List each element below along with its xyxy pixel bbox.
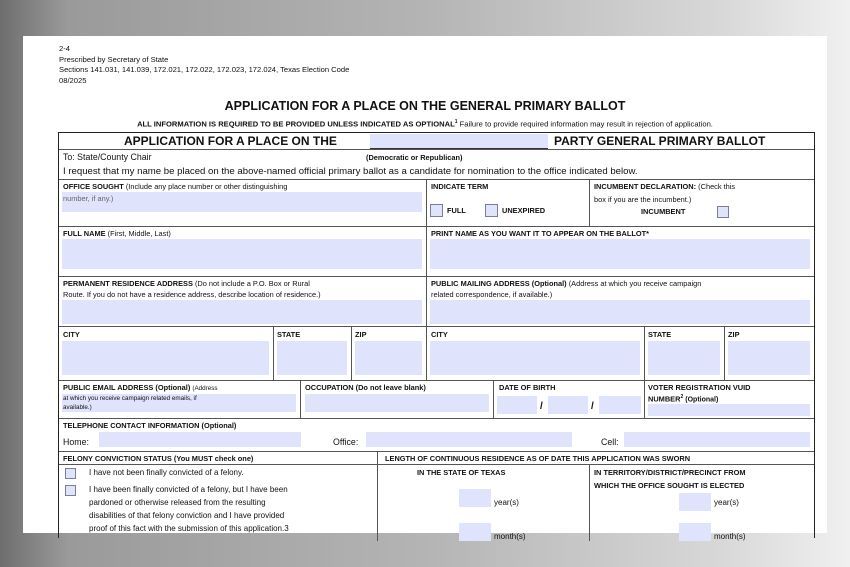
felony-option-2-line: disabilities of that felony conviction and I have provided xyxy=(89,511,285,520)
occupation-label: OCCUPATION (Do not leave blank) xyxy=(305,383,426,392)
texas-residence-label: IN THE STATE OF TEXAS xyxy=(417,468,506,477)
divider xyxy=(59,380,814,381)
mailing-input[interactable] xyxy=(430,300,810,324)
full-name-input[interactable] xyxy=(62,239,422,269)
mailing-label: PUBLIC MAILING ADDRESS (Optional) (Address at which you receive campaign xyxy=(431,279,702,288)
felony-option-2-line: proof of this fact with the submission of this application.3 xyxy=(89,524,289,533)
territory-residence-label-2: WHICH THE OFFICE SOUGHT IS ELECTED xyxy=(594,481,745,490)
divider xyxy=(59,326,814,327)
divider xyxy=(59,418,814,419)
email-label: PUBLIC EMAIL ADDRESS (Optional) (Address xyxy=(63,383,218,392)
divider xyxy=(493,380,494,418)
email-hint-2: available.) xyxy=(63,404,92,411)
texas-years-label: year(s) xyxy=(494,498,519,507)
divider xyxy=(59,226,814,227)
form-title: APPLICATION FOR A PLACE ON THE GENERAL PRIMARY BALLOT xyxy=(224,99,626,113)
residence-state-label: STATE xyxy=(277,330,301,339)
election-code-sections: Sections 141.031, 141.039, 172.021, 172.022, 172.023, 172.024, Texas Election Code xyxy=(59,65,350,74)
divider xyxy=(59,276,814,277)
unexpired-term-checkbox[interactable] xyxy=(485,204,498,217)
full-name-label: FULL NAME (First, Middle, Last) xyxy=(63,229,171,238)
divider xyxy=(59,451,814,452)
cell-phone-label: Cell: xyxy=(601,437,619,447)
texas-years-input[interactable] xyxy=(459,489,491,507)
residence-zip-label: ZIP xyxy=(355,330,367,339)
mailing-city-input[interactable] xyxy=(430,341,640,375)
office-phone-input[interactable] xyxy=(366,432,572,447)
to-line: To: State/County Chair xyxy=(63,152,152,162)
divider xyxy=(724,326,725,380)
felony-pardoned-checkbox[interactable] xyxy=(65,485,76,496)
felony-label: FELONY CONVICTION STATUS (You MUST check one) xyxy=(63,454,254,463)
territory-months-label: month(s) xyxy=(714,532,746,541)
incumbent-label: INCUMBENT DECLARATION: (Check this xyxy=(594,182,736,191)
felony-option-2-line: I have been finally convicted of a felony, but I have been xyxy=(89,485,288,494)
office-phone-label: Office: xyxy=(333,437,359,447)
mailing-state-label: STATE xyxy=(648,330,672,339)
divider xyxy=(59,179,814,180)
residence-input[interactable] xyxy=(62,300,422,324)
unexpired-term-label: UNEXPIRED xyxy=(502,206,546,215)
dob-separator: / xyxy=(591,401,594,412)
residence-city-label: CITY xyxy=(63,330,80,339)
residence-label: PERMANENT RESIDENCE ADDRESS (Do not include a P.O. Box or Rural xyxy=(63,279,310,288)
divider xyxy=(426,276,427,380)
vuid-input[interactable] xyxy=(648,404,810,416)
vuid-label: VOTER REGISTRATION VUID xyxy=(648,383,751,392)
mailing-zip-input[interactable] xyxy=(728,341,810,375)
indicate-term-label: INDICATE TERM xyxy=(431,182,489,191)
texas-months-label: month(s) xyxy=(494,532,526,541)
cell-phone-input[interactable] xyxy=(624,432,810,447)
dob-separator: / xyxy=(540,401,543,412)
felony-option-1: I have not been finally convicted of a felony. xyxy=(89,468,244,477)
divider xyxy=(426,226,427,276)
divider xyxy=(59,149,814,150)
divider xyxy=(589,179,590,226)
mailing-zip-label: ZIP xyxy=(728,330,740,339)
territory-years-label: year(s) xyxy=(714,498,739,507)
texas-months-input[interactable] xyxy=(459,523,491,541)
ballot-application-form xyxy=(23,36,827,541)
divider xyxy=(351,326,352,380)
party-hint: (Democratic or Republican) xyxy=(366,153,463,162)
residence-zip-input[interactable] xyxy=(355,341,422,375)
office-sought-label: OFFICE SOUGHT (Include any place number or other distinguishing xyxy=(63,182,288,191)
mailing-city-label: CITY xyxy=(431,330,448,339)
residence-length-label: LENGTH OF CONTINUOUS RESIDENCE AS OF DATE THIS APPLICATION WAS SWORN xyxy=(385,454,691,463)
party-input[interactable] xyxy=(370,134,548,149)
residence-hint: Route. If you do not have a residence address, describe location of residence.) xyxy=(63,290,321,299)
full-term-checkbox[interactable] xyxy=(430,204,443,217)
home-phone-label: Home: xyxy=(63,437,89,447)
ballot-name-label: PRINT NAME AS YOU WANT IT TO APPEAR ON THE BALLOT* xyxy=(431,229,650,238)
dob-month-input[interactable] xyxy=(497,396,537,414)
mailing-hint: related correspondence, if available.) xyxy=(431,290,553,299)
territory-months-input[interactable] xyxy=(679,523,711,541)
residence-city-input[interactable] xyxy=(62,341,269,375)
required-info-notice: ALL INFORMATION IS REQUIRED TO BE PROVIDED UNLESS INDICATED AS OPTIONAL$^1$ Failure to provide required information may result in rejection of application. xyxy=(137,119,713,129)
felony-not-convicted-checkbox[interactable] xyxy=(65,468,76,479)
form-revision-date: 08/2025 xyxy=(59,75,87,85)
dob-day-input[interactable] xyxy=(548,396,588,414)
occupation-input[interactable] xyxy=(305,394,489,412)
divider xyxy=(426,179,427,226)
prescribed-by: Prescribed by Secretary of State xyxy=(59,54,169,64)
divider xyxy=(273,326,274,380)
form-table xyxy=(58,132,815,541)
divider xyxy=(644,380,645,418)
full-term-label: FULL xyxy=(447,206,466,215)
vuid-label-2: NUMBER$^2$ (Optional) xyxy=(648,394,719,404)
incumbent-hint: box if you are the incumbent.) xyxy=(594,195,692,204)
party-line-left: APPLICATION FOR A PLACE ON THE xyxy=(124,134,337,148)
office-sought-hint: number, if any.) xyxy=(63,194,114,203)
party-line-right: PARTY GENERAL PRIMARY BALLOT xyxy=(554,134,766,148)
telephone-label: TELEPHONE CONTACT INFORMATION (Optional) xyxy=(63,421,237,430)
dob-label: DATE OF BIRTH xyxy=(499,383,556,392)
residence-state-input[interactable] xyxy=(277,341,347,375)
incumbent-checkbox-label: INCUMBENT xyxy=(641,207,686,216)
form-number: 2-4 xyxy=(59,44,70,53)
incumbent-checkbox[interactable] xyxy=(717,206,729,218)
dob-year-input[interactable] xyxy=(599,396,641,414)
felony-option-2-line: pardoned or otherwise released from the resulting xyxy=(89,498,266,507)
email-hint: at which you receive campaign related emails, if xyxy=(63,395,197,402)
request-text: I request that my name be placed on the above-named official primary ballot as a candidate for nomination to the office indicated below. xyxy=(63,166,638,177)
mailing-state-input[interactable] xyxy=(648,341,720,375)
home-phone-input[interactable] xyxy=(99,432,301,447)
ballot-name-input[interactable] xyxy=(430,239,810,269)
divider xyxy=(644,326,645,380)
divider xyxy=(589,464,590,541)
office-sought-input[interactable] xyxy=(62,192,422,212)
divider xyxy=(300,380,301,418)
territory-residence-label: IN TERRITORY/DISTRICT/PRECINCT FROM xyxy=(594,468,746,477)
divider xyxy=(59,464,814,465)
territory-years-input[interactable] xyxy=(679,493,711,511)
